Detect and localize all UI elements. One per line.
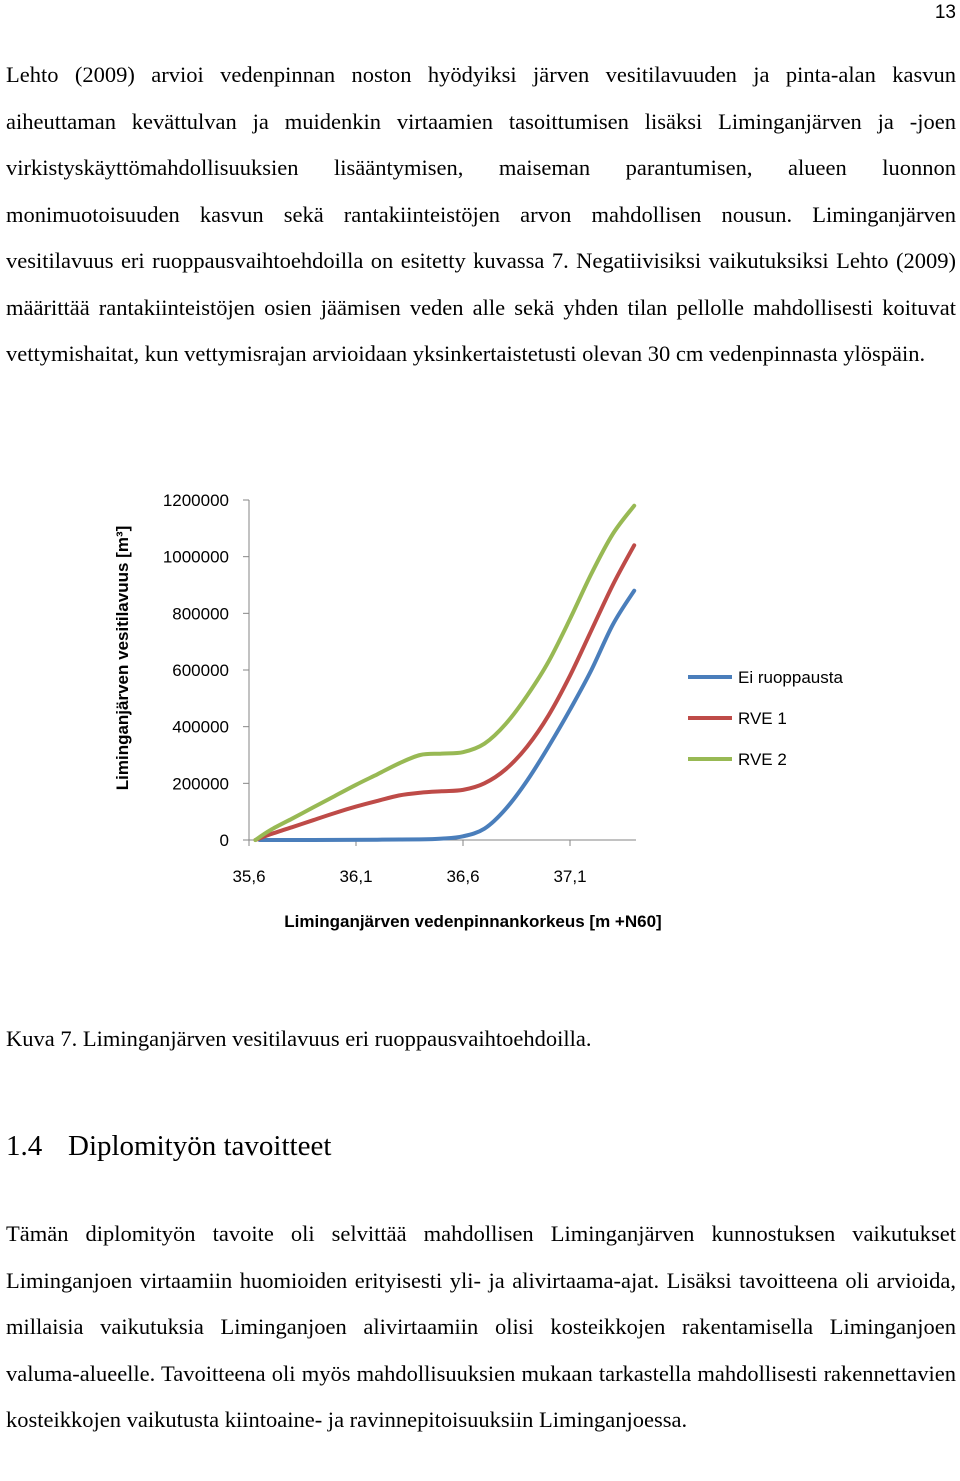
y-tick-label: 200000 <box>172 774 229 794</box>
page-number: 13 <box>934 2 956 23</box>
y-axis-title: Liminganjärven vesitilavuus [m³] <box>113 525 132 791</box>
y-tick-label: 400000 <box>172 717 229 737</box>
section-heading <box>6 1120 331 1172</box>
section-title: Diplomityön tavoitteet <box>68 1130 332 1162</box>
body-paragraph-1: Lehto (2009) arvioi vedenpinnan noston hyödyiksi järven vesitilavuuden ja pinta-alan kasvun aiheuttaman kevättulvan ja muidenkin virtaamien tasoittumisen lisäksi Liminganjärven ja -joen virkistyskäyttömahdollisuuksien lisääntymisen, maiseman parantumisen, alueen luonnon monimuotoisuuden kasvun sekä rantakiinteistöjen arvon mahdollisen nousun. Liminganjärven vesitilavuus eri ruoppausvaihtoehdoilla on esitetty kuvassa 7. Negatiivisiksi vaikutuksiksi Lehto (2009) määrittää rantakiinteistöjen osien jäämisen veden alle sekä yhden tilan pellolle mahdollisesti koituvat vettymishaitat, kun vettymisrajan arvioidaan yksinkertaistetusti olevan 30 cm vedenpinnasta ylöspäin. <box>6 62 956 366</box>
x-axis-title: Liminganjärven vedenpinnankorkeus [m +N60] <box>284 912 662 931</box>
y-tick-label: 0 <box>219 831 229 850</box>
section-number: 1.4 <box>6 1130 43 1162</box>
y-tick-label: 800000 <box>172 604 229 624</box>
x-tick-label: 35,6 <box>232 867 266 886</box>
y-tick-label: 600000 <box>172 661 229 680</box>
y-tick-label: 1200000 <box>162 491 229 510</box>
legend-label-3: RVE 2 <box>738 750 787 769</box>
x-tick-label: 36,1 <box>339 867 373 886</box>
x-tick-label: 37,1 <box>553 867 587 886</box>
y-tick-label: 1000000 <box>162 547 229 567</box>
water-volume-chart <box>100 478 890 948</box>
figure-caption: Kuva 7. Liminganjärven vesitilavuus eri ruoppausvaihtoehdoilla. <box>6 1026 592 1051</box>
legend-label-1: Ei ruoppausta <box>738 668 843 687</box>
series-line-1 <box>260 591 635 840</box>
x-tick-label: 36,6 <box>446 867 480 886</box>
body-paragraph-2: Tämän diplomityön tavoite oli selvittää mahdollisen Liminganjärven kunnostuksen vaikutukset Liminganjoen virtaamiin huomioiden erityisesti yli- ja alivirtaama-ajat. Lisäksi tavoitteena oli arvioida, millaisia vaikutuksia Liminganjoen alivirtaamiin olisi kosteikkojen rakentamisella Liminganjoen valuma-alueelle. Tavoitteena oli myös mahdollisuuksien mukaan tarkastella mahdollisesti rakennettavien kosteikkojen vaikutusta kiintoaine- ja ravinnepitoisuuksiin Liminganjoessa. <box>6 1221 956 1432</box>
legend-label-2: RVE 1 <box>738 709 787 728</box>
